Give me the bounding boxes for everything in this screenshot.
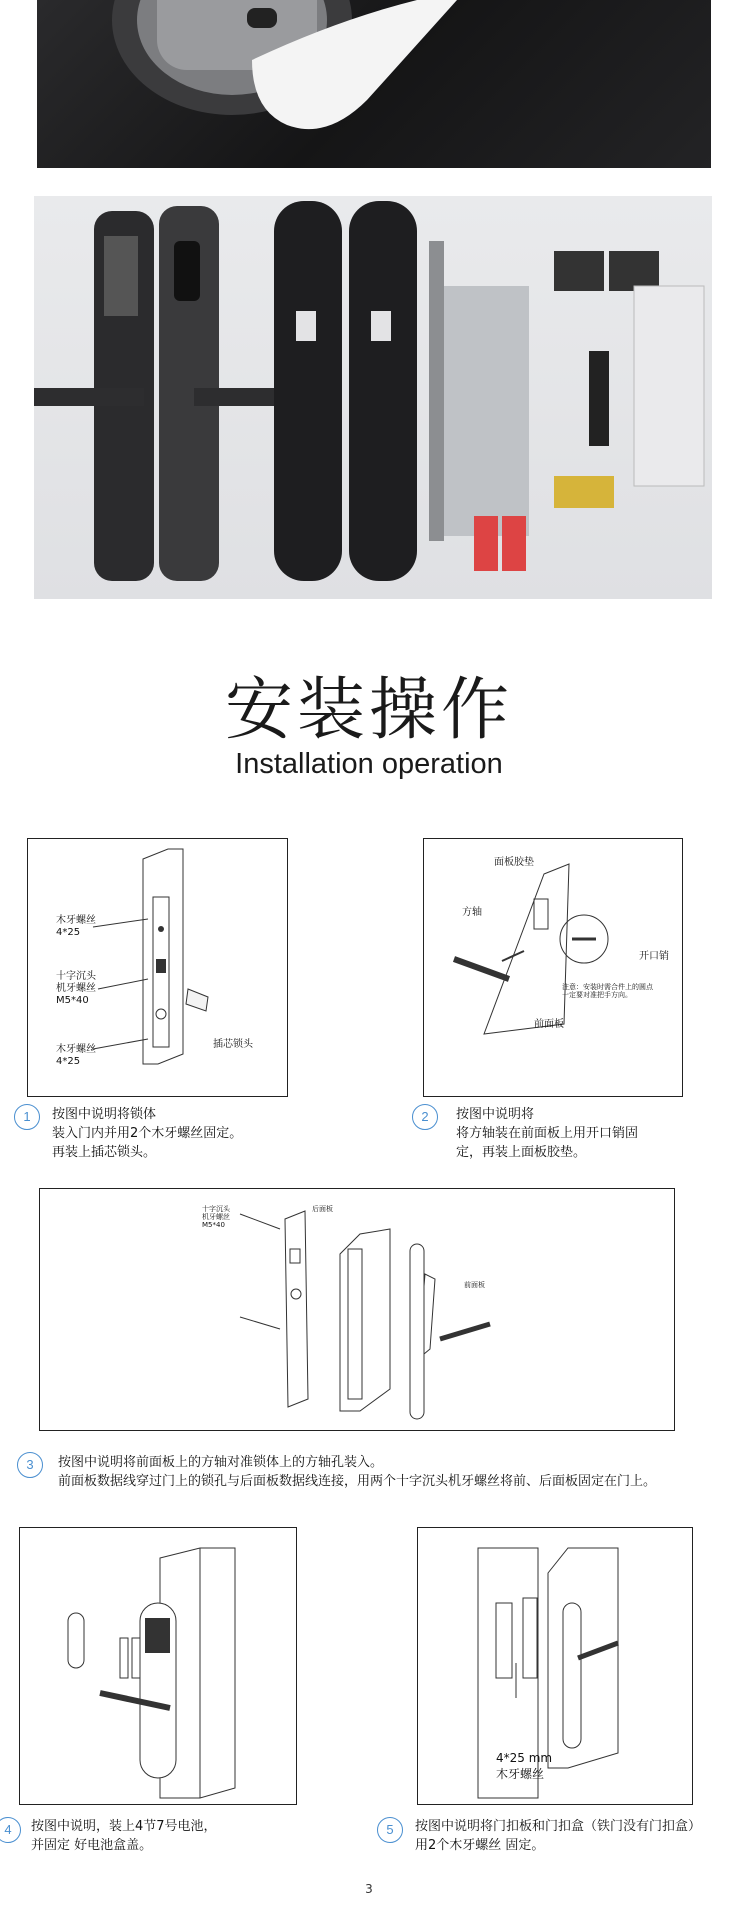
product-photo-package-contents xyxy=(34,196,712,599)
label-front-panel: 前面板 xyxy=(464,1281,485,1289)
label-note: 注意：安装时需合件上的圆点 一定要对准把手方向。 xyxy=(562,983,653,999)
step-number-4: 4 xyxy=(0,1817,21,1843)
label-wood-screw-top: 木牙螺丝 4*25 xyxy=(56,915,96,938)
section-title-en: Installation operation xyxy=(235,748,503,780)
figure-step-5 xyxy=(417,1527,693,1805)
label-front-panel: 前面板 xyxy=(534,1019,564,1030)
figure-step-3 xyxy=(39,1188,675,1431)
figure-step-4 xyxy=(19,1527,297,1805)
label-cylinder: 插芯锁头 xyxy=(213,1039,253,1050)
step-text-3: 按图中说明将前面板上的方轴对准锁体上的方轴孔装入。 前面板数据线穿过门上的锁孔与后面板数据线连接，用两个十字沉头机牙螺丝将前、后面板固定在门上。 xyxy=(58,1455,657,1489)
step-text-2: 按图中说明将 将方轴装在前面板上用开口销固 定，再装上面板胶垫。 xyxy=(456,1107,639,1160)
label-machine-screw: 十字沉头 机牙螺丝 M5*40 xyxy=(202,1205,230,1229)
label-spindle: 方轴 xyxy=(462,907,482,918)
label-back-panel: 后面板 xyxy=(312,1205,333,1213)
step-text-1: 按图中说明将锁体 装入门内并用2个木牙螺丝固定。 再装上插芯锁头。 xyxy=(52,1107,243,1160)
step-number-2: 2 xyxy=(412,1104,438,1130)
step-text-4: 按图中说明，装上4节7号电池， 并固定 好电池盒盖。 xyxy=(31,1819,217,1853)
step-number-3: 3 xyxy=(17,1452,43,1478)
label-wood-screw: 4*25 mm 木牙螺丝 xyxy=(496,1751,553,1781)
section-title-cn: 安装操作 xyxy=(224,671,513,750)
step-number-5: 5 xyxy=(377,1817,403,1843)
product-photo-closeup xyxy=(37,0,711,168)
figure-step-1 xyxy=(27,838,288,1097)
label-wood-screw-bottom: 木牙螺丝 4*25 xyxy=(56,1044,96,1067)
step-text-5: 按图中说明将门扣板和门扣盒（铁门没有门扣盒） 用2个木牙螺丝 固定。 xyxy=(415,1819,702,1853)
label-machine-screw: 十字沉头 机牙螺丝 M5*40 xyxy=(56,971,96,1006)
figure-step-2 xyxy=(423,838,683,1097)
page-number: 3 xyxy=(365,1882,373,1896)
label-split-pin: 开口销 xyxy=(639,951,669,962)
label-gasket: 面板胶垫 xyxy=(494,857,534,868)
step-number-1: 1 xyxy=(14,1104,40,1130)
